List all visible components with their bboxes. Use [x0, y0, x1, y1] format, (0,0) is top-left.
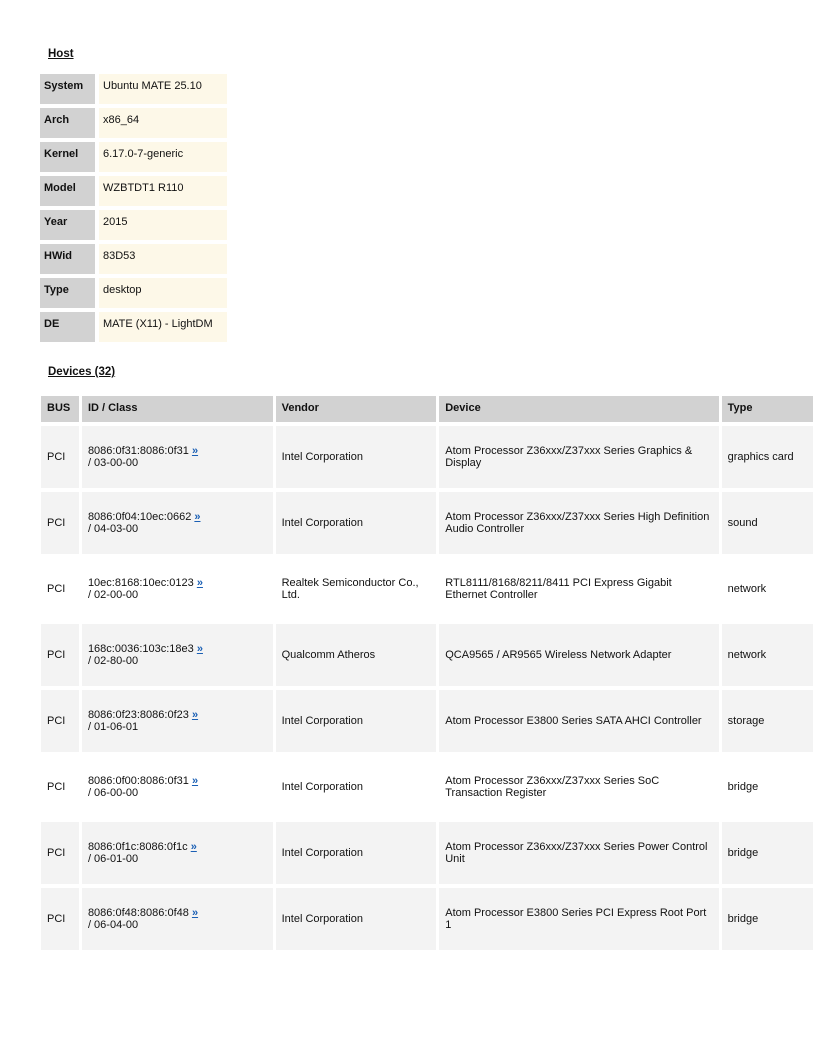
- device-id: 8086:0f48:8086:0f48: [87, 907, 189, 919]
- device-type: sound: [722, 492, 813, 554]
- column-header-id-class: ID / Class: [82, 396, 273, 422]
- host-info-table: [36, 70, 231, 346]
- device-id: 8086:0f31:8086:0f31: [87, 445, 189, 457]
- device-vendor: Realtek Semiconductor Co., Ltd.: [276, 558, 437, 620]
- device-class: / 04-03-00: [87, 523, 139, 535]
- device-bus: PCI: [41, 756, 79, 818]
- device-id: 8086:0f1c:8086:0f1c: [87, 841, 188, 853]
- device-row: [41, 888, 813, 950]
- host-row: [40, 210, 227, 240]
- device-vendor: Intel Corporation: [276, 888, 437, 950]
- device-row: [41, 624, 813, 686]
- device-bus: PCI: [41, 492, 79, 554]
- device-details-link[interactable]: »: [191, 775, 199, 787]
- device-type: network: [722, 558, 813, 620]
- host-value: 6.17.0-7-generic: [99, 142, 227, 172]
- host-key: Arch: [40, 108, 95, 138]
- device-id-class: [82, 756, 273, 818]
- device-class: / 02-00-00: [87, 589, 139, 601]
- host-key: Model: [40, 176, 95, 206]
- host-row: [40, 176, 227, 206]
- device-id: 8086:0f00:8086:0f31: [87, 775, 189, 787]
- device-vendor: Intel Corporation: [276, 426, 437, 488]
- host-value: 2015: [99, 210, 227, 240]
- device-name: Atom Processor E3800 Series PCI Express Root Port 1: [439, 888, 718, 950]
- device-class: / 02-80-00: [87, 655, 139, 667]
- host-row: [40, 244, 227, 274]
- device-bus: PCI: [41, 624, 79, 686]
- device-name: Atom Processor Z36xxx/Z37xxx Series Graphics & Display: [439, 426, 718, 488]
- device-bus: PCI: [41, 690, 79, 752]
- host-row: [40, 312, 227, 342]
- host-key: HWid: [40, 244, 95, 274]
- host-value: WZBTDT1 R110: [99, 176, 227, 206]
- host-value: MATE (X11) - LightDM: [99, 312, 227, 342]
- device-id-class: [82, 492, 273, 554]
- device-vendor: Intel Corporation: [276, 492, 437, 554]
- device-id-class: [82, 624, 273, 686]
- host-value: 83D53: [99, 244, 227, 274]
- host-key: Kernel: [40, 142, 95, 172]
- device-type: network: [722, 624, 813, 686]
- device-row: [41, 756, 813, 818]
- device-name: Atom Processor E3800 Series SATA AHCI Controller: [439, 690, 718, 752]
- devices-table: [38, 392, 816, 954]
- device-class: / 03-00-00: [87, 457, 139, 469]
- device-id-class: [82, 822, 273, 884]
- device-class: / 06-04-00: [87, 919, 139, 931]
- host-row: [40, 278, 227, 308]
- host-value: x86_64: [99, 108, 227, 138]
- device-name: RTL8111/8168/8211/8411 PCI Express Gigabit Ethernet Controller: [439, 558, 718, 620]
- device-row: [41, 492, 813, 554]
- device-type: bridge: [722, 822, 813, 884]
- device-bus: PCI: [41, 888, 79, 950]
- device-row: [41, 690, 813, 752]
- host-row: [40, 108, 227, 138]
- device-class: / 06-00-00: [87, 787, 139, 799]
- device-type: graphics card: [722, 426, 813, 488]
- host-row: [40, 142, 227, 172]
- device-type: storage: [722, 690, 813, 752]
- device-id: 10ec:8168:10ec:0123: [87, 577, 194, 589]
- device-id: 168c:0036:103c:18e3: [87, 643, 194, 655]
- device-class: / 06-01-00: [87, 853, 139, 865]
- host-key: Year: [40, 210, 95, 240]
- column-header-bus: BUS: [41, 396, 79, 422]
- host-value: Ubuntu MATE 25.10: [99, 74, 227, 104]
- device-vendor: Qualcomm Atheros: [276, 624, 437, 686]
- device-class: / 01-06-01: [87, 721, 139, 733]
- host-key: System: [40, 74, 95, 104]
- device-details-link[interactable]: »: [196, 643, 203, 655]
- device-id: 8086:0f04:10ec:0662: [87, 511, 192, 523]
- device-row: [41, 822, 813, 884]
- device-bus: PCI: [41, 426, 79, 488]
- device-details-link[interactable]: »: [194, 511, 201, 523]
- device-name: QCA9565 / AR9565 Wireless Network Adapter: [439, 624, 718, 686]
- device-row: [41, 558, 813, 620]
- device-id-class: [82, 558, 273, 620]
- device-details-link[interactable]: »: [191, 445, 199, 457]
- device-details-link[interactable]: »: [191, 907, 199, 919]
- column-header-type: Type: [722, 396, 813, 422]
- device-type: bridge: [722, 756, 813, 818]
- device-id: 8086:0f23:8086:0f23: [87, 709, 189, 721]
- host-section-title: Host: [48, 48, 74, 60]
- devices-header-row: [41, 396, 813, 422]
- device-bus: PCI: [41, 558, 79, 620]
- device-details-link[interactable]: »: [190, 841, 197, 853]
- device-id-class: [82, 888, 273, 950]
- device-name: Atom Processor Z36xxx/Z37xxx Series SoC Transaction Register: [439, 756, 718, 818]
- host-key: Type: [40, 278, 95, 308]
- device-row: [41, 426, 813, 488]
- host-value: desktop: [99, 278, 227, 308]
- device-id-class: [82, 426, 273, 488]
- device-details-link[interactable]: »: [196, 577, 203, 589]
- device-name: Atom Processor Z36xxx/Z37xxx Series High Definition Audio Controller: [439, 492, 718, 554]
- column-header-vendor: Vendor: [276, 396, 437, 422]
- device-bus: PCI: [41, 822, 79, 884]
- device-vendor: Intel Corporation: [276, 756, 437, 818]
- device-id-class: [82, 690, 273, 752]
- devices-section-title: Devices (32): [48, 366, 116, 378]
- device-name: Atom Processor Z36xxx/Z37xxx Series Power Control Unit: [439, 822, 718, 884]
- host-key: DE: [40, 312, 95, 342]
- device-vendor: Intel Corporation: [276, 690, 437, 752]
- device-type: bridge: [722, 888, 813, 950]
- device-details-link[interactable]: »: [191, 709, 199, 721]
- column-header-device: Device: [439, 396, 718, 422]
- device-vendor: Intel Corporation: [276, 822, 437, 884]
- host-row: [40, 74, 227, 104]
